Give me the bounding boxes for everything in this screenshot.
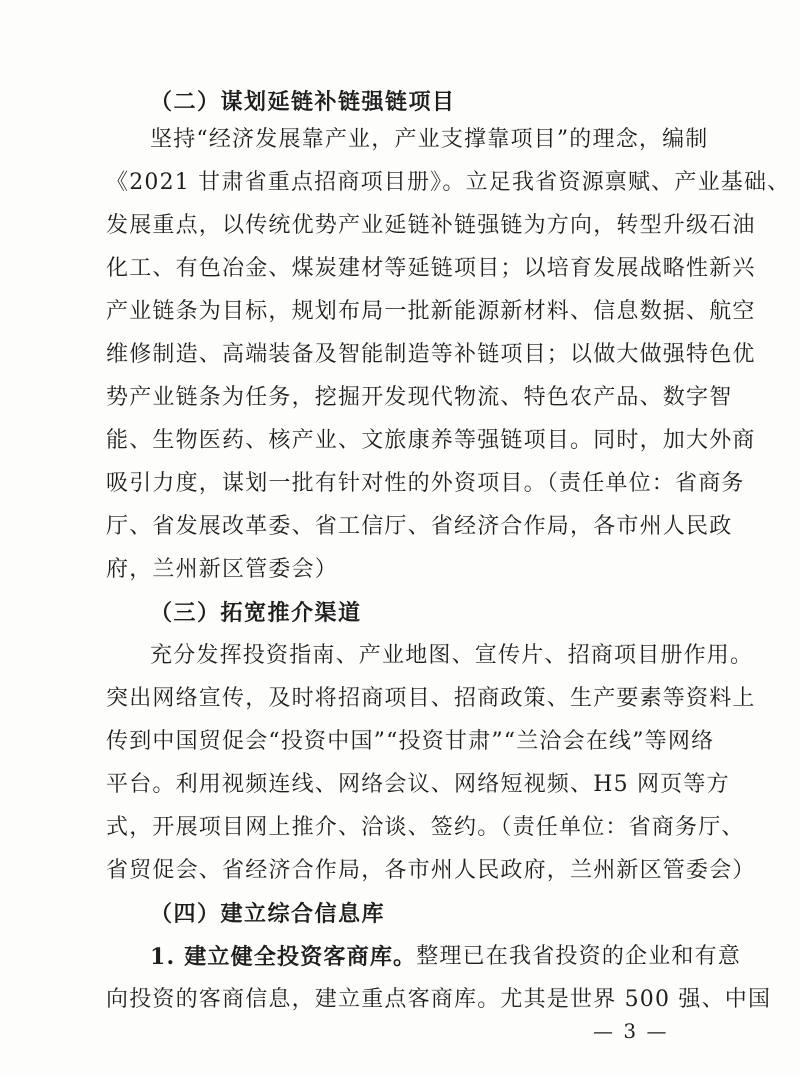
paragraph-line: 府，兰州新区管委会） <box>106 557 339 582</box>
paragraph-line: 式，开展项目网上推介、洽谈、签约。（责任单位：省商务厅、 <box>106 815 745 840</box>
section-heading-3: （三）拓宽推介渠道 <box>150 600 362 626</box>
paragraph-line: 维修制造、高端装备及智能制造等补链项目；以做大做强特色优 <box>106 342 756 367</box>
item-title: 1. 建立健全投资客商库。 <box>150 944 417 970</box>
section-heading-4: （四）建立综合信息库 <box>150 901 386 927</box>
item-text: 整理已在我省投资的企业和有意 <box>416 944 742 969</box>
page-number: — 3 — <box>593 1019 669 1043</box>
paragraph-line: 发展重点，以传统优势产业延链补链强链为方向，转型升级石油 <box>106 213 756 238</box>
paragraph-line: 能、生物医药、核产业、文旅康养等强链项目。同时，加大外商 <box>106 428 756 453</box>
paragraph-line: 省贸促会、省经济合作局，各市州人民政府，兰州新区管委会） <box>106 858 756 883</box>
paragraph-line: 产业链条为目标，规划布局一批新能源新材料、信息数据、航空 <box>106 299 756 324</box>
paragraph-line: 《2021 甘肃省重点招商项目册》。立足我省资源禀赋、产业基础、 <box>106 170 791 195</box>
paragraph-line: 坚持“经济发展靠产业，产业支撑靠项目”的理念，编制 <box>150 127 709 152</box>
section-heading-2: （二）谋划延链补链强链项目 <box>150 89 456 115</box>
paragraph-line: 平台。利用视频连线、网络会议、网络短视频、H5 网页等方 <box>106 772 730 797</box>
paragraph-line: 传到中国贸促会“投资中国”“投资甘肃”“兰洽会在线”等网络 <box>106 729 715 754</box>
paragraph-line: 突出网络宣传，及时将招商项目、招商政策、生产要素等资料上 <box>106 686 756 711</box>
paragraph-line: 充分发挥投资指南、产业地图、宣传片、招商项目册作用。 <box>150 643 754 668</box>
paragraph-line: 化工、有色冶金、煤炭建材等延链项目；以培育发展战略性新兴 <box>106 256 756 281</box>
paragraph-line: 势产业链条为任务，挖掘开发现代物流、特色农产品、数字智 <box>106 385 733 410</box>
paragraph-line: 厅、省发展改革委、省工信厅、省经济合作局，各市州人民政 <box>106 514 733 539</box>
paragraph-line: 吸引力度，谋划一批有针对性的外资项目。（责任单位：省商务 <box>106 471 745 496</box>
paragraph-line: 向投资的客商信息，建立重点客商库。尤其是世界 500 强、中国 <box>106 987 772 1012</box>
paragraph-line <box>150 943 742 971</box>
